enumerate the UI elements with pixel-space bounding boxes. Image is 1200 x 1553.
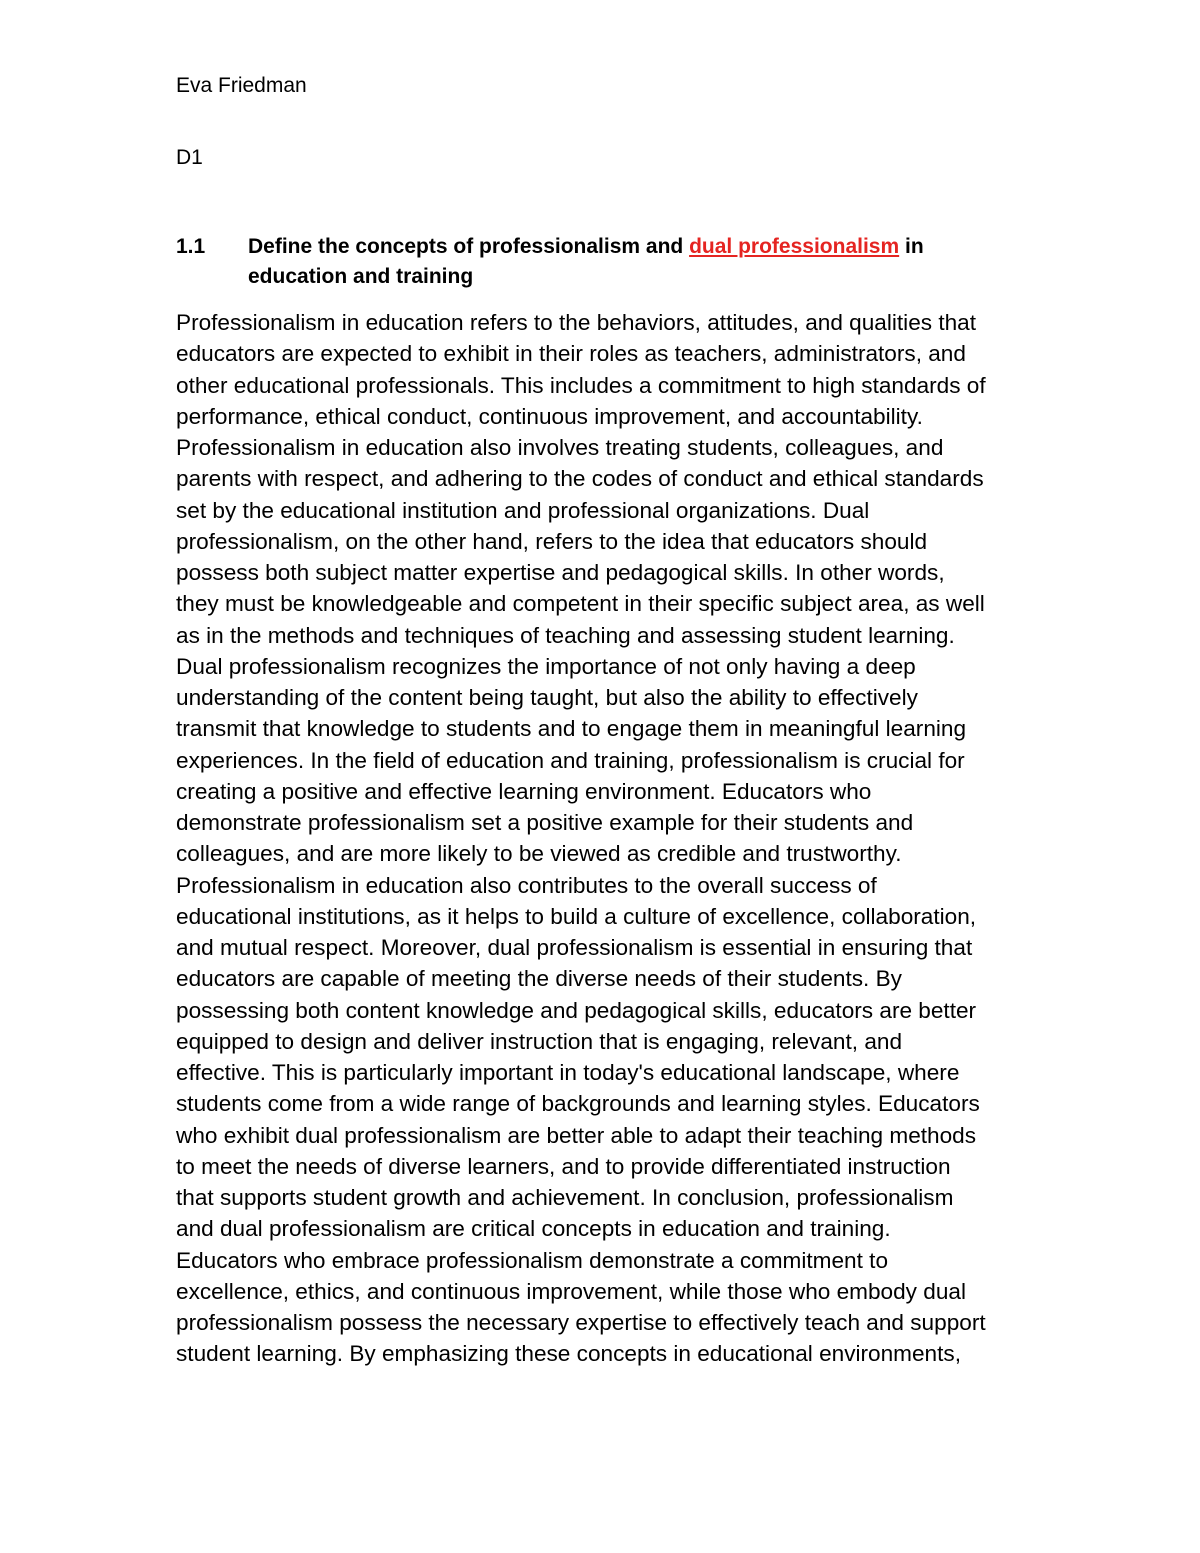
body-line: excellence, ethics, and continuous improvement, while those who embody dual — [176, 1278, 966, 1304]
body-line: creating a positive and effective learning environment. Educators who — [176, 778, 872, 804]
body-line: as in the methods and techniques of teaching and assessing student learning. — [176, 622, 955, 648]
dual-professionalism-link[interactable]: dual professionalism — [689, 235, 900, 258]
body-line: educators are expected to exhibit in their roles as teachers, administrators, and — [176, 341, 966, 367]
body-line: Dual professionalism recognizes the importance of not only having a deep — [176, 653, 916, 679]
body-line: Professionalism in education also involves treating students, colleagues, and — [176, 435, 944, 460]
body-line: they must be knowledgeable and competent in their specific subject area, as well — [176, 591, 985, 617]
body-paragraph — [176, 307, 1026, 1370]
body-line: Educators who embrace professionalism demonstrate a commitment to — [176, 1247, 889, 1273]
body-line: demonstrate professionalism set a positive example for their students and — [176, 810, 914, 835]
body-line: and mutual respect. Moreover, dual professionalism is essential in ensuring that — [176, 935, 973, 960]
body-line: understanding of the content being taught, but also the ability to effectively — [176, 685, 918, 710]
body-line: Professionalism in education also contributes to the overall success of — [176, 872, 877, 898]
body-line: educational institutions, as it helps to build a culture of excellence, collaboration, — [176, 903, 977, 929]
body-line: parents with respect, and adhering to the codes of conduct and ethical standards — [176, 466, 984, 492]
section-title — [248, 232, 1016, 292]
body-line: professionalism, on the other hand, refers to the idea that educators should — [176, 528, 928, 554]
body-line: to meet the needs of diverse learners, and to provide differentiated instruction — [176, 1153, 951, 1179]
section-title-line-2: education and training — [248, 265, 474, 288]
document-code: D1 — [176, 146, 203, 169]
body-line: Professionalism in education refers to the behaviors, attitudes, and qualities that — [176, 310, 977, 335]
body-line: performance, ethical conduct, continuous improvement, and accountability. — [176, 403, 923, 429]
section-title-part-2: in — [899, 235, 924, 258]
body-line: that supports student growth and achievement. In conclusion, professionalism — [176, 1185, 954, 1210]
body-line: effective. This is particularly important in today's educational landscape, where — [176, 1060, 960, 1085]
body-line: student learning. By emphasizing these concepts in educational environments, — [176, 1341, 961, 1367]
body-line: educators are capable of meeting the diverse needs of their students. By — [176, 966, 902, 992]
body-line: other educational professionals. This includes a commitment to high standards of — [176, 372, 986, 398]
body-line: possessing both content knowledge and pedagogical skills, educators are better — [176, 997, 977, 1023]
body-line: colleagues, and are more likely to be viewed as credible and trustworthy. — [176, 841, 902, 867]
body-line: professionalism possess the necessary expertise to effectively teach and support — [176, 1310, 986, 1335]
body-line: set by the educational institution and professional organizations. Dual — [176, 497, 870, 523]
body-line: students come from a wide range of backgrounds and learning styles. Educators — [176, 1091, 980, 1117]
section-title-part-1: Define the concepts of professionalism and — [248, 235, 690, 258]
author-name: Eva Friedman — [176, 74, 307, 97]
section-number: 1.1 — [176, 235, 206, 258]
body-line: transmit that knowledge to students and to engage them in meaningful learning — [176, 716, 967, 742]
body-line: experiences. In the field of education and training, professionalism is crucial for — [176, 747, 965, 773]
body-line: possess both subject matter expertise and pedagogical skills. In other words, — [176, 560, 945, 585]
body-line: who exhibit dual professionalism are better able to adapt their teaching methods — [176, 1122, 977, 1148]
section-heading — [176, 232, 1016, 292]
body-line: and dual professionalism are critical concepts in education and training. — [176, 1216, 891, 1242]
body-line: equipped to design and deliver instruction that is engaging, relevant, and — [176, 1028, 903, 1054]
